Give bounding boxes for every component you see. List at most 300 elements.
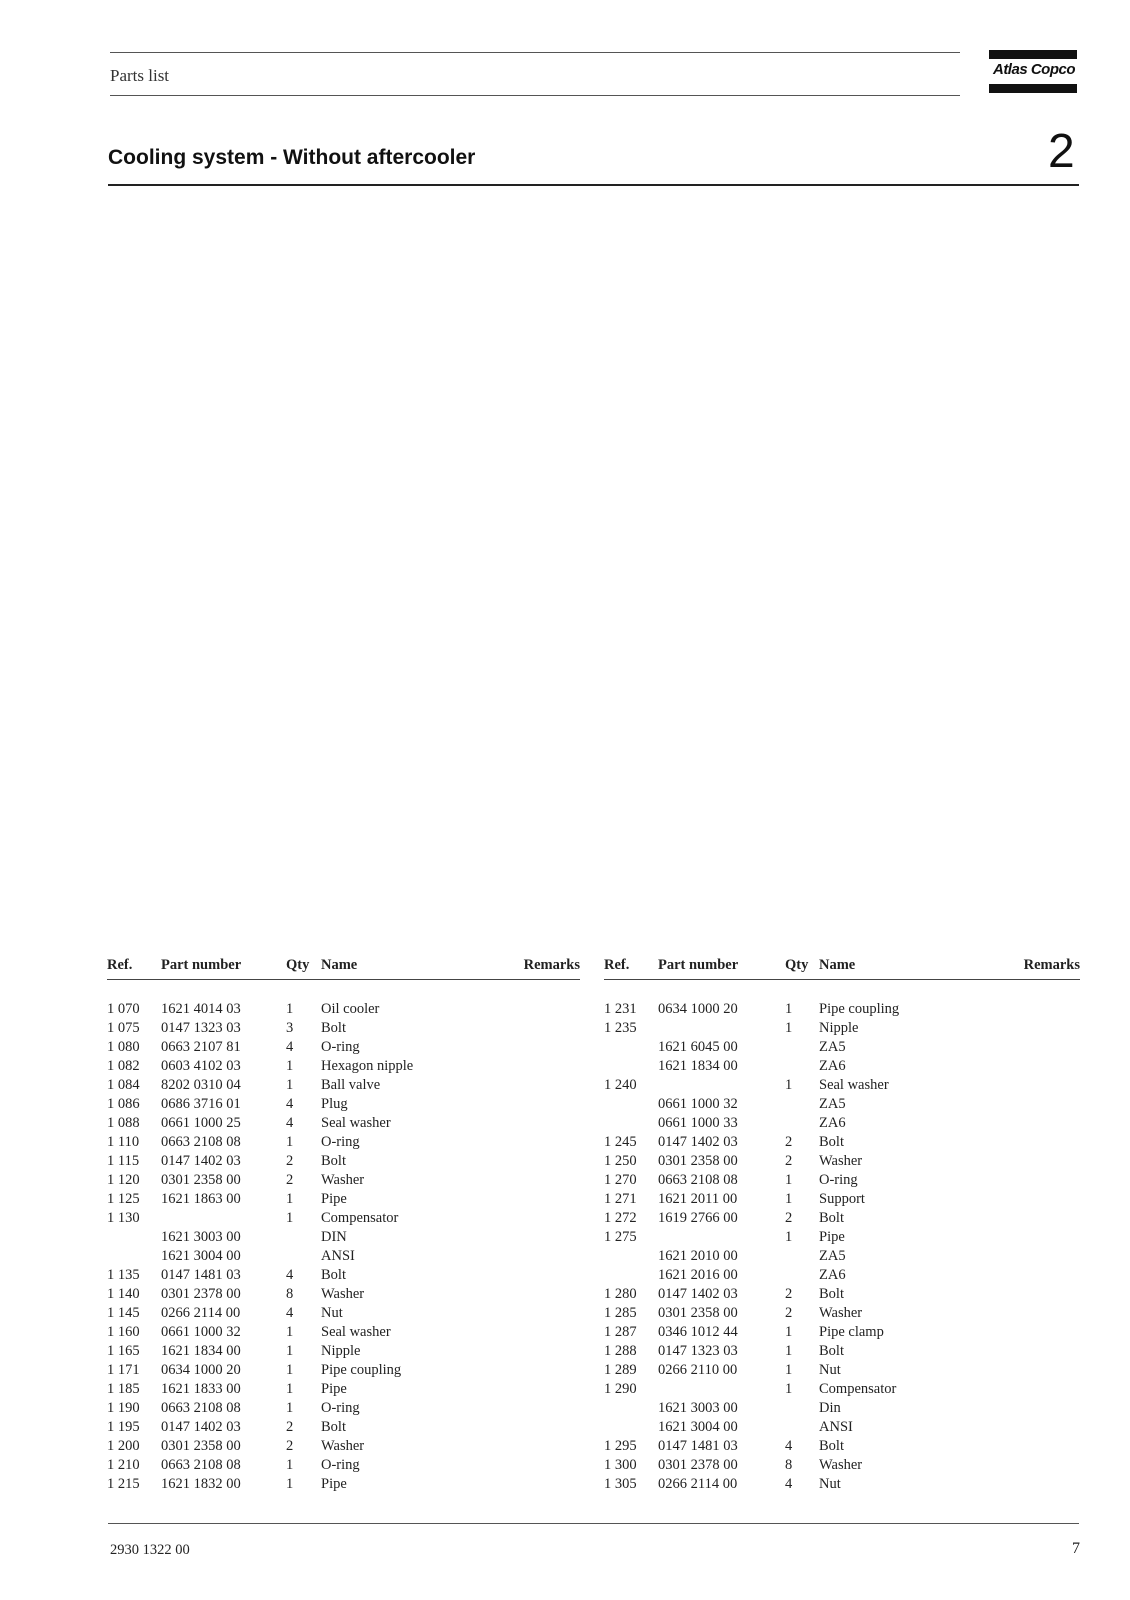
cell-ref: 1 250 [604,1153,637,1169]
table-row [107,1361,580,1380]
table-row [604,1019,1080,1038]
cell-part-number: 0301 2358 00 [161,1172,241,1188]
cell-remarks [979,1380,1080,1399]
cell-qty: 2 [785,1134,793,1150]
cell-part-number: 0661 1000 32 [658,1096,738,1112]
cell-qty: 2 [785,1286,793,1302]
cell-remarks [481,1228,580,1247]
parts-table-right [604,957,1080,1494]
cell-part-number: 1621 3004 00 [161,1248,241,1264]
cell-remarks [481,1076,580,1095]
cell-name: ZA5 [819,1248,846,1264]
cell-name: Hexagon nipple [321,1058,414,1074]
cell-qty: 4 [286,1305,294,1321]
cell-name: DIN [321,1229,347,1245]
cell-remarks [481,1171,580,1190]
cell-remarks [979,1399,1080,1418]
cell-ref: 1 088 [107,1115,140,1131]
cell-remarks [979,1304,1080,1323]
cell-remarks [979,1133,1080,1152]
header-bottom-rule [110,95,960,96]
cell-qty: 2 [286,1172,294,1188]
cell-remarks [979,1038,1080,1057]
cell-remarks [979,1437,1080,1456]
cell-ref: 1 185 [107,1381,140,1397]
cell-ref: 1 287 [604,1324,637,1340]
cell-remarks [979,1209,1080,1228]
cell-part-number: 0661 1000 32 [161,1324,241,1340]
cell-part-number: 0663 2107 81 [161,1039,241,1055]
cell-qty: 1 [286,1001,294,1017]
cell-part-number: 0147 1402 03 [658,1134,738,1150]
cell-part-number: 0686 3716 01 [161,1096,241,1112]
section-title: Cooling system - Without aftercooler [108,146,476,169]
cell-ref: 1 245 [604,1134,637,1150]
column-header-qty: Qty [785,957,819,980]
cell-part-number: 1621 2011 00 [658,1191,738,1207]
cell-qty: 2 [785,1305,793,1321]
cell-remarks [979,1418,1080,1437]
cell-remarks [979,1285,1080,1304]
table-row [604,1342,1080,1361]
cell-qty: 1 [286,1324,294,1340]
cell-remarks [481,1342,580,1361]
cell-qty: 1 [286,1191,294,1207]
cell-qty: 2 [286,1153,294,1169]
cell-qty: 1 [286,1476,294,1492]
cell-remarks [979,1190,1080,1209]
cell-qty: 1 [286,1343,294,1359]
cell-name: O-ring [819,1172,858,1188]
table-row [107,1437,580,1456]
cell-name: Nut [321,1305,343,1321]
cell-remarks [481,1266,580,1285]
cell-part-number: 1621 1834 00 [658,1058,738,1074]
cell-qty: 4 [785,1438,793,1454]
cell-remarks [481,1190,580,1209]
cell-ref: 1 270 [604,1172,637,1188]
cell-remarks [979,1323,1080,1342]
cell-name: Compensator [321,1210,399,1226]
cell-qty [785,1418,819,1437]
cell-remarks [481,1304,580,1323]
cell-qty: 1 [286,1210,294,1226]
cell-name: Seal washer [321,1115,391,1131]
cell-qty [286,1247,321,1266]
cell-name: Washer [819,1153,863,1169]
cell-remarks [481,1323,580,1342]
cell-qty: 2 [286,1438,294,1454]
cell-name: Ball valve [321,1077,381,1093]
cell-qty: 1 [286,1134,294,1150]
cell-part-number: 0147 1323 03 [161,1020,241,1036]
cell-name: Pipe [321,1476,347,1492]
cell-part-number: 0346 1012 44 [658,1324,738,1340]
table-row [604,1361,1080,1380]
cell-ref: 1 295 [604,1438,637,1454]
cell-name: Nut [819,1362,841,1378]
parts-table-left [107,957,580,1494]
cell-part-number: 0147 1481 03 [161,1267,241,1283]
cell-qty: 3 [286,1020,294,1036]
cell-name: Bolt [819,1438,844,1454]
table-row [107,1114,580,1133]
cell-part-number: 0301 2378 00 [161,1286,241,1302]
column-header-name: Name [321,957,481,980]
cell-qty [785,1095,819,1114]
cell-part-number: 1621 1863 00 [161,1191,241,1207]
cell-part-number: 1621 1834 00 [161,1343,241,1359]
cell-remarks [481,1475,580,1494]
cell-remarks [979,1019,1080,1038]
table-header-row [604,957,1080,980]
cell-name: Pipe coupling [321,1362,402,1378]
cell-qty [785,1399,819,1418]
cell-part-number: 0147 1481 03 [658,1438,738,1454]
cell-remarks [481,1057,580,1076]
cell-ref [107,1247,161,1266]
table-row [107,1323,580,1342]
table-row [604,1399,1080,1418]
cell-qty [785,1247,819,1266]
cell-name: Pipe [321,1381,347,1397]
cell-name: Nipple [321,1343,361,1359]
cell-part-number: 1621 2016 00 [658,1267,738,1283]
footer-page-number: 7 [1072,1540,1080,1557]
cell-name: O-ring [321,1039,360,1055]
cell-ref [604,1095,658,1114]
cell-ref: 1 275 [604,1229,637,1245]
cell-ref: 1 195 [107,1419,140,1435]
cell-qty: 2 [785,1210,793,1226]
cell-part-number: 0603 4102 03 [161,1058,241,1074]
cell-ref: 1 130 [107,1210,140,1226]
cell-part-number: 0301 2358 00 [658,1153,738,1169]
cell-name: Pipe [321,1191,347,1207]
cell-name: Bolt [321,1153,346,1169]
column-header-remarks: Remarks [979,957,1080,980]
cell-part-number: 1621 2010 00 [658,1248,738,1264]
cell-ref: 1 231 [604,1001,637,1017]
cell-ref: 1 200 [107,1438,140,1454]
cell-ref [604,1038,658,1057]
table-row [604,1057,1080,1076]
cell-qty: 2 [785,1153,793,1169]
cell-name: Washer [321,1438,365,1454]
cell-name: Seal washer [819,1077,889,1093]
cell-ref [604,1114,658,1133]
table-row [107,1475,580,1494]
cell-name: Bolt [321,1020,346,1036]
table-row [107,1152,580,1171]
cell-ref: 1 110 [107,1134,140,1150]
cell-part-number: 0301 2358 00 [161,1438,241,1454]
cell-part-number: 0266 2114 00 [658,1476,738,1492]
brand-logo [989,50,1079,94]
cell-qty: 1 [785,1172,793,1188]
cell-name: Bolt [321,1267,346,1283]
cell-ref: 1 271 [604,1191,637,1207]
cell-remarks [481,1038,580,1057]
logo-bottom-bar [989,84,1077,93]
table-row [107,1190,580,1209]
column-header-ref: Ref. [604,957,658,980]
cell-ref: 1 280 [604,1286,637,1302]
cell-qty [785,1114,819,1133]
cell-qty: 4 [286,1096,294,1112]
cell-remarks [979,1266,1080,1285]
cell-qty: 8 [286,1286,294,1302]
cell-remarks [481,1247,580,1266]
cell-part-number: 1621 3003 00 [161,1229,241,1245]
cell-qty: 1 [286,1077,294,1093]
cell-remarks [979,980,1080,1020]
table-row [107,1076,580,1095]
cell-name: Bolt [819,1134,844,1150]
cell-name: ZA6 [819,1115,846,1131]
cell-remarks [481,980,580,1020]
cell-name: Bolt [321,1419,346,1435]
cell-name: Pipe clamp [819,1324,884,1340]
cell-name: Seal washer [321,1324,391,1340]
cell-qty: 1 [286,1457,294,1473]
title-rule [108,184,1079,186]
table-row [107,980,580,1020]
cell-qty: 1 [286,1400,294,1416]
table-row [604,1285,1080,1304]
table-row [604,1323,1080,1342]
table-row [107,1209,580,1228]
table-row [604,1247,1080,1266]
cell-ref: 1 075 [107,1020,140,1036]
cell-part-number: 1621 3003 00 [658,1400,738,1416]
cell-name: O-ring [321,1134,360,1150]
cell-name: O-ring [321,1400,360,1416]
cell-qty: 1 [785,1229,793,1245]
cell-part-number: 0634 1000 20 [658,1001,738,1017]
logo-text: Atlas Copco [992,61,1075,78]
cell-part-number: 1621 1832 00 [161,1476,241,1492]
cell-part-number [658,1228,785,1247]
cell-name: Plug [321,1096,348,1112]
cell-remarks [979,1475,1080,1494]
cell-qty: 1 [785,1077,793,1093]
cell-part-number: 0661 1000 25 [161,1115,241,1131]
cell-ref: 1 300 [604,1457,637,1473]
cell-remarks [481,1418,580,1437]
table-row [604,1456,1080,1475]
cell-remarks [481,1399,580,1418]
cell-part-number: 0663 2108 08 [658,1172,738,1188]
cell-name: Washer [321,1172,365,1188]
header-top-rule [110,52,960,53]
cell-remarks [481,1095,580,1114]
cell-part-number: 1621 6045 00 [658,1039,738,1055]
cell-ref: 1 084 [107,1077,140,1093]
column-header-remarks: Remarks [481,957,580,980]
cell-part-number: 0663 2108 08 [161,1400,241,1416]
cell-remarks [481,1380,580,1399]
cell-qty [785,1057,819,1076]
table-row [107,1418,580,1437]
cell-part-number: 1619 2766 00 [658,1210,738,1226]
table-row [604,1437,1080,1456]
cell-ref [604,1057,658,1076]
cell-ref: 1 125 [107,1191,140,1207]
table-row [107,1171,580,1190]
cell-part-number: 0147 1402 03 [161,1419,241,1435]
table-row [604,1095,1080,1114]
cell-ref: 1 140 [107,1286,140,1302]
cell-part-number: 0266 2110 00 [658,1362,738,1378]
cell-qty [286,1228,321,1247]
table-row [107,1057,580,1076]
cell-remarks [979,1247,1080,1266]
cell-name: ZA6 [819,1058,846,1074]
table-row [604,1380,1080,1399]
cell-ref [604,1399,658,1418]
cell-ref: 1 210 [107,1457,140,1473]
table-row [604,1266,1080,1285]
cell-part-number: 0147 1402 03 [161,1153,241,1169]
cell-name: Oil cooler [321,1001,380,1017]
cell-ref: 1 080 [107,1039,140,1055]
cell-remarks [979,1171,1080,1190]
cell-remarks [481,1152,580,1171]
cell-name: Bolt [819,1210,844,1226]
cell-ref: 1 285 [604,1305,637,1321]
column-header-qty: Qty [286,957,321,980]
cell-ref [604,1266,658,1285]
cell-name: Bolt [819,1343,844,1359]
cell-ref [107,1228,161,1247]
cell-part-number: 1621 3004 00 [658,1419,738,1435]
cell-qty: 1 [785,1343,793,1359]
cell-ref: 1 288 [604,1343,637,1359]
cell-qty [785,1266,819,1285]
cell-part-number: 0301 2378 00 [658,1457,738,1473]
cell-qty: 1 [785,1362,793,1378]
cell-part-number: 0266 2114 00 [161,1305,241,1321]
table-row [604,1076,1080,1095]
cell-part-number [658,1019,785,1038]
cell-qty: 1 [785,1381,793,1397]
cell-remarks [481,1285,580,1304]
cell-name: Compensator [819,1381,897,1397]
table-row [604,1171,1080,1190]
cell-qty: 1 [286,1362,294,1378]
table-row [107,1380,580,1399]
cell-ref [604,1247,658,1266]
cell-name: Washer [819,1305,863,1321]
footer-rule [108,1523,1079,1524]
cell-ref: 1 190 [107,1400,140,1416]
cell-qty: 1 [286,1058,294,1074]
column-header-ref: Ref. [107,957,161,980]
table-row [107,1456,580,1475]
cell-remarks [481,1019,580,1038]
table-row [604,1038,1080,1057]
table-row [107,1304,580,1323]
footer-doc-number: 2930 1322 00 [110,1542,190,1558]
table-row [604,1304,1080,1323]
table-row [107,1285,580,1304]
cell-ref: 1 171 [107,1362,140,1378]
cell-qty: 8 [785,1457,793,1473]
cell-part-number: 0301 2358 00 [658,1305,738,1321]
table-row [604,1152,1080,1171]
cell-remarks [979,1114,1080,1133]
cell-ref: 1 235 [604,1020,637,1036]
cell-ref: 1 215 [107,1476,140,1492]
cell-part-number: 0634 1000 20 [161,1362,241,1378]
cell-part-number: 0661 1000 33 [658,1115,738,1131]
cell-qty: 4 [286,1115,294,1131]
cell-part-number: 0663 2108 08 [161,1457,241,1473]
column-header-part-number: Part number [161,957,286,980]
table-row [604,1114,1080,1133]
table-row [604,1133,1080,1152]
cell-remarks [481,1114,580,1133]
cell-ref: 1 120 [107,1172,140,1188]
cell-part-number: 0147 1323 03 [658,1343,738,1359]
cell-remarks [481,1437,580,1456]
cell-ref: 1 305 [604,1476,637,1492]
cell-ref: 1 070 [107,1001,140,1017]
cell-name: ZA5 [819,1096,846,1112]
cell-ref: 1 086 [107,1096,140,1112]
cell-remarks [979,1228,1080,1247]
cell-remarks [979,1095,1080,1114]
cell-ref: 1 165 [107,1343,140,1359]
cell-qty: 4 [286,1267,294,1283]
cell-name: Pipe [819,1229,845,1245]
cell-ref: 1 240 [604,1077,637,1093]
cell-name: Bolt [819,1286,844,1302]
header-label: Parts list [110,66,170,85]
cell-ref: 1 082 [107,1058,140,1074]
cell-name: ZA5 [819,1039,846,1055]
table-row [107,1247,580,1266]
cell-name: Nipple [819,1020,859,1036]
cell-part-number [161,1209,286,1228]
column-header-name: Name [819,957,979,980]
table-row [604,1418,1080,1437]
table-row [604,1209,1080,1228]
cell-qty: 2 [286,1419,294,1435]
section-number: 2 [1048,125,1075,178]
cell-remarks [979,1152,1080,1171]
cell-qty: 1 [785,1001,793,1017]
cell-qty: 4 [286,1039,294,1055]
table-row [604,980,1080,1020]
cell-remarks [979,1076,1080,1095]
cell-name: Pipe coupling [819,1001,900,1017]
cell-remarks [979,1456,1080,1475]
cell-qty [785,1038,819,1057]
cell-part-number [658,1076,785,1095]
cell-remarks [979,1342,1080,1361]
cell-qty: 1 [785,1020,793,1036]
cell-name: ZA6 [819,1267,846,1283]
cell-ref: 1 115 [107,1153,140,1169]
cell-qty: 1 [785,1191,793,1207]
cell-name: Washer [819,1457,863,1473]
cell-name: ANSI [321,1248,355,1264]
cell-qty: 1 [785,1324,793,1340]
cell-ref: 1 145 [107,1305,140,1321]
cell-ref: 1 135 [107,1267,140,1283]
